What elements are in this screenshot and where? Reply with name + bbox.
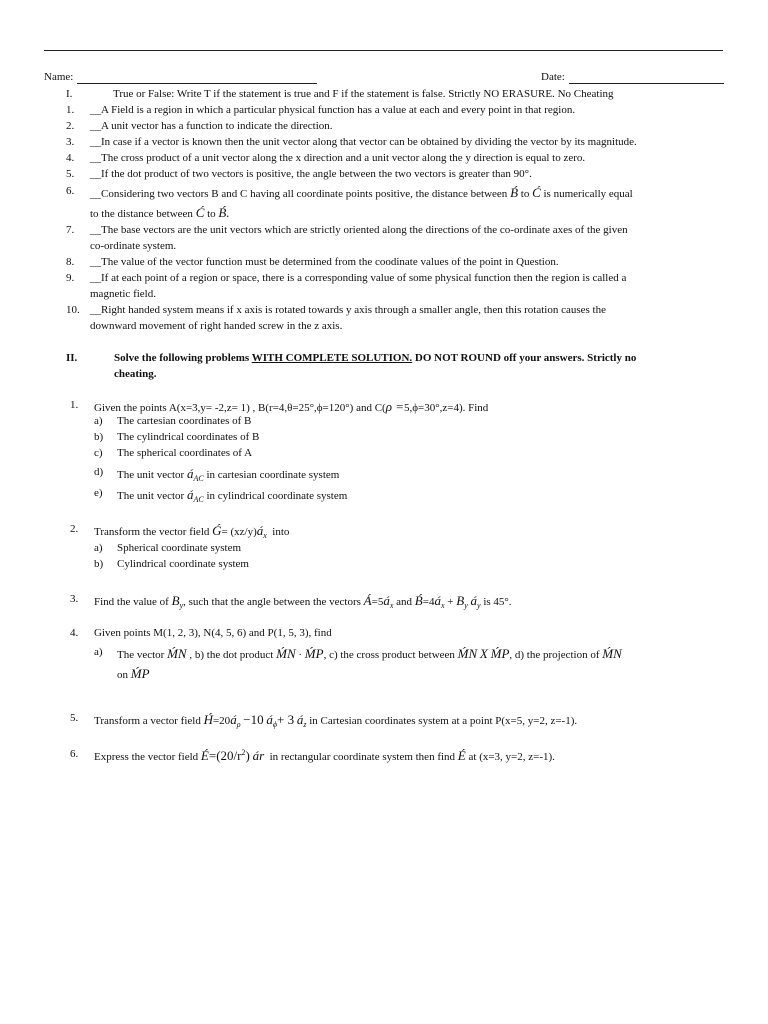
part1-instruction: True or False: Write T if the statement is true and F if the statement is false. Strictly NO ERASURE. No Cheating: [113, 88, 614, 100]
tf-item: [0, 152, 768, 168]
tf-item-number: 1.: [66, 104, 75, 116]
top-rule: [44, 50, 723, 51]
tf-item: [0, 120, 768, 136]
tf-item: [0, 104, 768, 120]
sub-item: a) The vector ḾN , b) the dot product ḾN · ḾP, c) the cross product between ḾN X ḾP, d) the projection of ḾN: [94, 646, 622, 661]
part1-heading: [0, 88, 768, 104]
part2-heading-continuation: cheating.: [114, 368, 157, 380]
tf-item-text: __A unit vector has a function to indicate the direction.: [90, 120, 333, 132]
tf-item-number: 7.: [66, 224, 75, 236]
problem-2: [0, 523, 768, 539]
name-field[interactable]: [77, 83, 317, 84]
problem-3: [0, 593, 768, 609]
tf-item: [0, 168, 768, 184]
tf-item-text: __Right handed system means if x axis is rotated towards y axis through a smaller angle, then this rotation causes the: [90, 304, 606, 316]
problem-text: Given points M(1, 2, 3), N(4, 5, 6) and P(1, 5, 3), find: [94, 627, 332, 639]
tf-item-number: 9.: [66, 272, 75, 284]
tf-item-continuation: downward movement of right handed screw in the z axis.: [90, 320, 343, 332]
sub-item: d) The unit vector $á_{AC}$ in cartesian coordinate system: [94, 466, 340, 483]
problem-number: 1.: [70, 399, 79, 411]
problem-4: [0, 627, 768, 643]
tf-item-text: __The cross product of a unit vector along the x direction and a unit vector along the y direction is equal to zero.: [90, 152, 586, 164]
tf-item-text: __If at each point of a region or space, there is a corresponding value of some physical function then the region is called a: [90, 272, 627, 284]
problem-number: 3.: [70, 593, 79, 605]
tf-item-continuation: co-ordinate system.: [90, 240, 177, 252]
tf-item: [0, 272, 768, 288]
problem-text: Given the points A(x=3,y= -2,z= 1) , B(r=4,θ=25°,ϕ=120°) and C(ρ =5,ϕ=30°,z=4). Find: [94, 399, 489, 414]
tf-item-number: 6.: [66, 185, 75, 197]
tf-item-number: 3.: [66, 136, 75, 148]
sub-item: b) The cylindrical coordinates of B: [94, 431, 260, 443]
problem-1: [0, 399, 768, 415]
problem-text: Transform a vector field $H́=20á_\rho -10$ $á_\phi+ 3$ $á_z$ in Cartesian coordinates system at a point P(x=5, y=2, z=-1).: [94, 712, 578, 729]
tf-item-number: 8.: [66, 256, 75, 268]
sub-item-continuation: on ḾP: [117, 666, 150, 681]
tf-item-number: 5.: [66, 168, 75, 180]
sub-item: b) Cylindrical coordinate system: [94, 558, 249, 570]
tf-item-text: __A Field is a region in which a particular physical function has a value at each and every point in that region.: [90, 104, 576, 116]
tf-item-text: __If the dot product of two vectors is positive, the angle between the two vectors is greater than 90°.: [90, 168, 532, 180]
tf-item-text: __Considering two vectors B and C having all coordinate points positive, the distance between B́ to Ć is numerically equal: [90, 185, 633, 200]
tf-item: [0, 224, 768, 240]
tf-item-continuation: magnetic field.: [90, 288, 156, 300]
date-label: Date:: [541, 71, 565, 83]
tf-item-text: __The value of the vector function must be determined from the coodinate values of the point in Question.: [90, 256, 559, 268]
date-field[interactable]: [569, 83, 724, 84]
tf-item-number: 2.: [66, 120, 75, 132]
part1-roman: I.: [66, 88, 73, 100]
problem-text: Express the vector field $É=(20/r^2)$ ár in rectangular coordinate system then find É at (x=3, y=2, z=-1).: [94, 748, 555, 763]
tf-item-text: __In case if a vector is known then the unit vector along that vector can be obtained by dividing the vector by its magnitude.: [90, 136, 637, 148]
problem-6: [0, 748, 768, 764]
sub-item: a) The cartesian coordinates of B: [94, 415, 252, 427]
problem-number: 5.: [70, 712, 79, 724]
sub-item: e) The unit vector $á_{AC}$ in cylindrical coordinate system: [94, 487, 348, 504]
tf-item: [0, 136, 768, 152]
tf-item: [0, 256, 768, 272]
problem-number: 2.: [70, 523, 79, 535]
tf-item: [0, 304, 768, 320]
tf-item-text: __The base vectors are the unit vectors which are strictly oriented along the directions of the co-ordinate axes of the given: [90, 224, 628, 236]
tf-item-number: 4.: [66, 152, 75, 164]
problem-number: 6.: [70, 748, 79, 760]
problem-text: Find the value of $B_y$, such that the angle between the vectors $Á=5á_x$ and $B́=4á_x + B_y$ $á_y$ is 45°.: [94, 593, 512, 610]
problem-5: [0, 712, 768, 728]
part2-heading: [0, 352, 768, 368]
problem-text: Transform the vector field Ǵ= $(xz/y)á_x$ into: [94, 523, 290, 540]
sub-item: a) Spherical coordinate system: [94, 542, 242, 554]
tf-item: [0, 185, 768, 201]
tf-item-continuation: to the distance between Ć to B́.: [90, 205, 230, 220]
name-date-row: [44, 71, 724, 87]
name-label: Name:: [44, 71, 74, 83]
part2-roman: II.: [66, 352, 78, 364]
sub-item: c) The spherical coordinates of A: [94, 447, 253, 459]
part2-instruction: Solve the following problems WITH COMPLETE SOLUTION. DO NOT ROUND off your answers. Strictly no: [114, 352, 637, 364]
problem-number: 4.: [70, 627, 79, 639]
tf-item-number: 10.: [66, 304, 80, 316]
